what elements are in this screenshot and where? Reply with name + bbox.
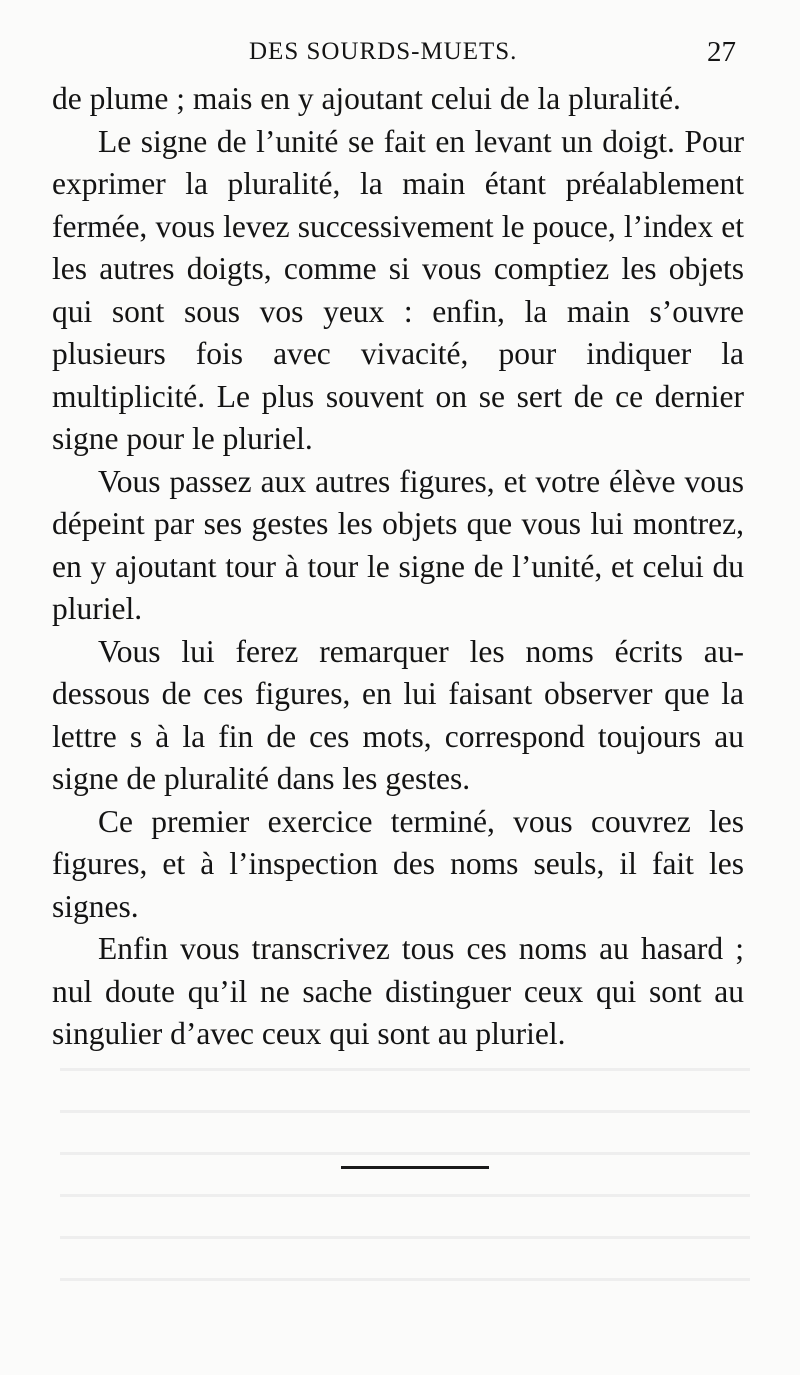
page-header — [0, 32, 800, 80]
running-title: DES SOURDS-MUETS. — [249, 38, 518, 65]
page-number: 27 — [707, 36, 736, 68]
paragraph: Vous lui ferez remarquer les noms écrits au-dessous de ces figures, en lui faisant observer que la lettre s à la fin de ces mots, correspond toujours au signe de pluralité dans les gestes. — [52, 633, 744, 796]
show-through-texture — [60, 1040, 750, 1300]
paragraph: Enfin vous transcrivez tous ces noms au hasard ; nul doute qu’il ne sache distinguer ceux qui sont au singulier d’avec ceux qui sont au pluriel. — [52, 931, 744, 1051]
paragraph: Le signe de l’unité se fait en levant un doigt. Pour exprimer la pluralité, la main étant préalablement fermée, vous levez successivement le pouce, l’index et les autres doigts, comme si vous comptiez les objets qui sont sous vos yeux : enfin, la main s’ouvre plusieurs fois avec vivacité, pour indiquer la multiplicité. Le plus souvent on se sert de ce dernier signe pour le pluriel. — [52, 123, 744, 456]
paragraph: Ce premier exercice terminé, vous couvrez les figures, et à l’inspection des noms seuls, il fait les signes. — [52, 803, 744, 924]
paragraph: Vous passez aux autres figures, et votre élève vous dépeint par ses gestes les objets que vous lui montrez, en y ajoutant tour à tour le signe de l’unité, et celui du pluriel. — [52, 463, 744, 626]
end-rule — [341, 1166, 489, 1169]
body-text — [52, 78, 744, 1056]
paragraph-continuation: de plume ; mais en y ajoutant celui de la pluralité. — [52, 81, 681, 116]
